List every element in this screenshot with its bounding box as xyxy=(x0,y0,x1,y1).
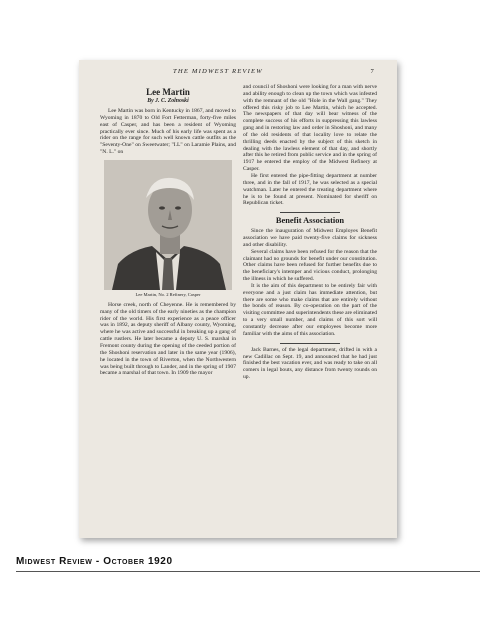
page-number: 7 xyxy=(370,68,375,75)
article-title: Lee Martin xyxy=(146,87,190,97)
article-byline: By J. C. Zolnoski xyxy=(147,98,189,104)
benefit-section-title: Benefit Association xyxy=(275,216,345,226)
footer-title: Midwest Review - October 1920 xyxy=(16,556,173,567)
magazine-page xyxy=(79,60,397,538)
article-paragraph: and council of Shoshoni were looking for a man with nerve and ability enough to clean up the town which was infested with the remnant of the old "Hole in the Wall gang." They offered this risky job to Lee Martin, which he accepted. The newspapers of that day will bear witness of the complete success of his efforts in suppressing this lawless gang and in restoring law and order in Shoshoni, and many of the old residents of that locality love to relate the thrilling deeds enacted by the subject of this sketch in dealing with the lawless element of that day, and shortly after this he retired from public service and in the spring of 1917 he entered the employ of the Midwest Refinery at Casper. xyxy=(243,84,377,173)
article-paragraph: He first entered the pipe-fitting department at number three, and in the fall of 1917, he was selected as a special watchman. Later he entered the treating department where he is to be found at present. Nominated for sheriff on Republican ticket. xyxy=(243,172,377,207)
section-divider xyxy=(280,343,340,344)
benefit-paragraph: Several claims have been refused for the reason that the claimant had no grounds for benefit under our constitution. Other claims have been refused for further benefits due to the beneficiary's intemper and vicious conduct, prolonging the illness in which he suffered. xyxy=(243,248,377,283)
article-paragraph: Lee Martin was born in Kentucky in 1867, and moved to Wyoming in 1870 to Old Fort Fetterman, forty-five miles east of Casper, and has been a resident of Wyoming practically ever since. Much of his early life was spent as a rider on the range for such well known cattle outfits as the "Seventy-One" on Sweetwater; "I.L" on Laramie Plains, and "N. L." on xyxy=(100,108,236,156)
news-note: Jack Barnes, of the legal department, drifted in with a new Cadillac on Sept. 19, and announced that he had just finished the best vacation ever, and was ready to take on all comers in legal bouts, any distance from twenty rounds on up. xyxy=(243,346,377,381)
section-divider xyxy=(280,212,340,213)
right-column xyxy=(243,84,377,381)
portrait-photo xyxy=(104,160,232,290)
portrait-illustration xyxy=(104,160,232,290)
benefit-paragraph: It is the aim of this department to be entirely fair with everyone and a just claim has immediate attention, but there are some who make claims that are entirely without the bonds of reason. By co-operation on the part of the visiting committee and superintendents these are eliminated to a very small number, and claims of this sort will constantly decrease after our employees become more familiar with the aims of this association. xyxy=(243,282,377,337)
article-paragraph: Horse creek, north of Cheyenne. He is remembered by many of the old timers of the early nineties as the champion rider of the world. His first experience as a peace officer was in 1892, as deputy sheriff of Albany county, Wyoming, where he was active and successful in breaking up a gang of cattle rustlers. He later became a deputy U. S. marshal in Fremont county during the opening of the ceeded portion of the Shoshoni reservation and later in the same year (1906), he located in the town of Riverton, when the Northwestern was being built through to Lander, and in the spring of 1907 became a marshal of that town. In 1909 the mayor xyxy=(100,301,236,377)
footer-rule xyxy=(16,571,480,572)
benefit-paragraph: Since the inauguration of Midwest Employes Benefit association we have paid twenty-five claims for sickness and other disability. xyxy=(243,228,377,248)
running-head xyxy=(79,68,397,80)
photo-caption: Lee Martin, No. 2 Refinery, Casper xyxy=(135,291,201,297)
running-title: THE MIDWEST REVIEW xyxy=(173,68,263,75)
left-column xyxy=(100,84,236,377)
